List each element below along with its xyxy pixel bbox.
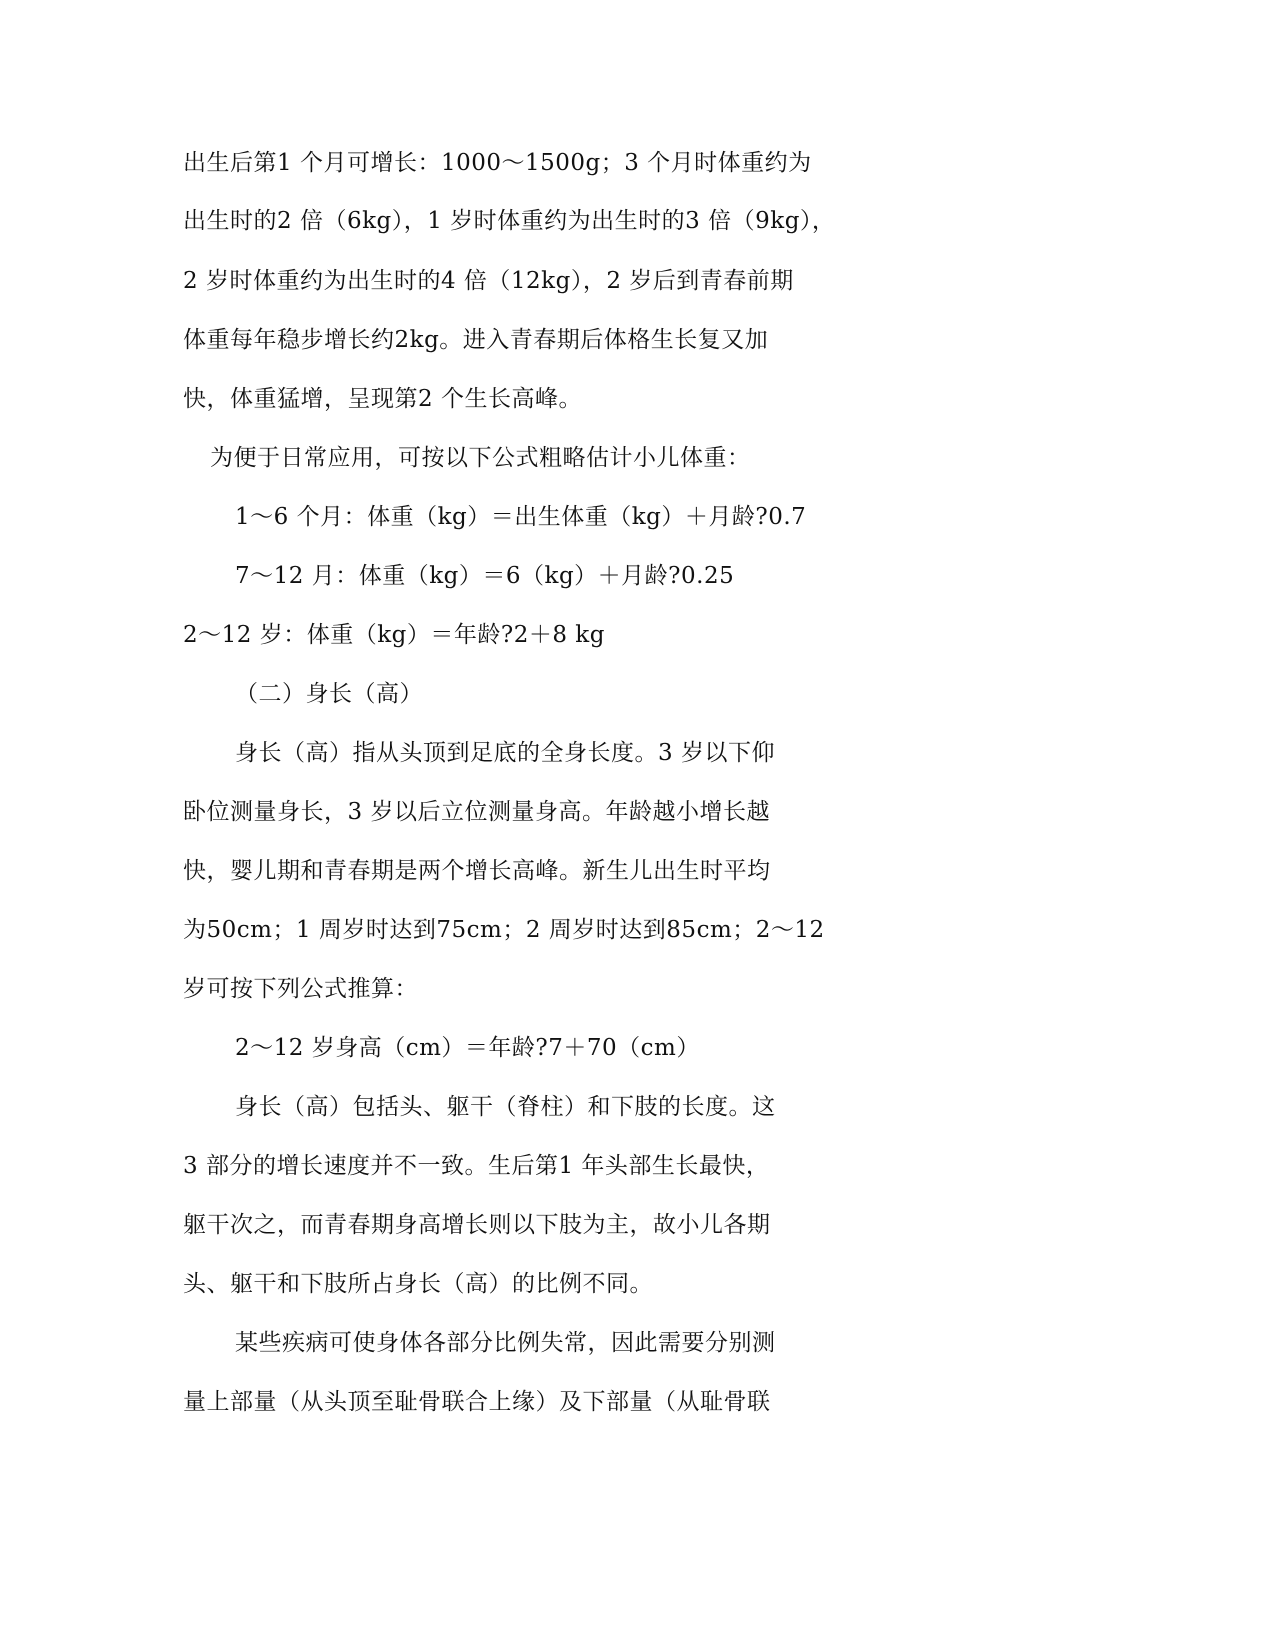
paragraph-line: 为便于日常应用，可按以下公式粗略估计小儿体重： bbox=[210, 445, 751, 471]
paragraph-line: 出生后第1 个月可增长：1000～1500g；3 个月时体重约为 bbox=[183, 150, 812, 176]
paragraph-line: 快，体重猛增，呈现第2 个生长高峰。 bbox=[183, 386, 582, 412]
paragraph-line: 岁可按下列公式推算： bbox=[183, 976, 418, 1002]
paragraph-line: 身长（高）指从头顶到足底的全身长度。3 岁以下仰 bbox=[235, 740, 775, 766]
formula-line: 2～12 岁：体重（kg）＝年龄?2＋8 kg bbox=[183, 622, 605, 648]
paragraph-line: 3 部分的增长速度并不一致。生后第1 年头部生长最快， bbox=[183, 1153, 770, 1179]
paragraph-line: 体重每年稳步增长约2kg。进入青春期后体格生长复又加 bbox=[183, 327, 769, 353]
formula-line: 2～12 岁身高（cm）＝年龄?7＋70（cm） bbox=[235, 1035, 700, 1061]
paragraph-line: 快，婴儿期和青春期是两个增长高峰。新生儿出生时平均 bbox=[183, 858, 771, 884]
formula-line: 1～6 个月：体重（kg）＝出生体重（kg）＋月龄?0.7 bbox=[235, 504, 807, 530]
paragraph-line: 出生时的2 倍（6kg），1 岁时体重约为出生时的3 倍（9kg）， bbox=[183, 208, 836, 234]
paragraph-line: 某些疾病可使身体各部分比例失常，因此需要分别测 bbox=[235, 1330, 776, 1356]
paragraph-line: 为50cm；1 周岁时达到75cm；2 周岁时达到85cm；2～12 bbox=[183, 917, 825, 943]
paragraph-line: 量上部量（从头顶至耻骨联合上缘）及下部量（从耻骨联 bbox=[183, 1389, 771, 1415]
section-heading: （二）身长（高） bbox=[235, 681, 423, 707]
paragraph-line: 卧位测量身长，3 岁以后立位测量身高。年龄越小增长越 bbox=[183, 799, 770, 825]
paragraph-line: 身长（高）包括头、躯干（脊柱）和下肢的长度。这 bbox=[235, 1094, 776, 1120]
paragraph-line: 头、躯干和下肢所占身长（高）的比例不同。 bbox=[183, 1271, 653, 1297]
formula-line: 7～12 月：体重（kg）＝6（kg）＋月龄?0.25 bbox=[235, 563, 735, 589]
paragraph-line: 2 岁时体重约为出生时的4 倍（12kg），2 岁后到青春前期 bbox=[183, 268, 794, 294]
paragraph-line: 躯干次之，而青春期身高增长则以下肢为主，故小儿各期 bbox=[183, 1212, 771, 1238]
